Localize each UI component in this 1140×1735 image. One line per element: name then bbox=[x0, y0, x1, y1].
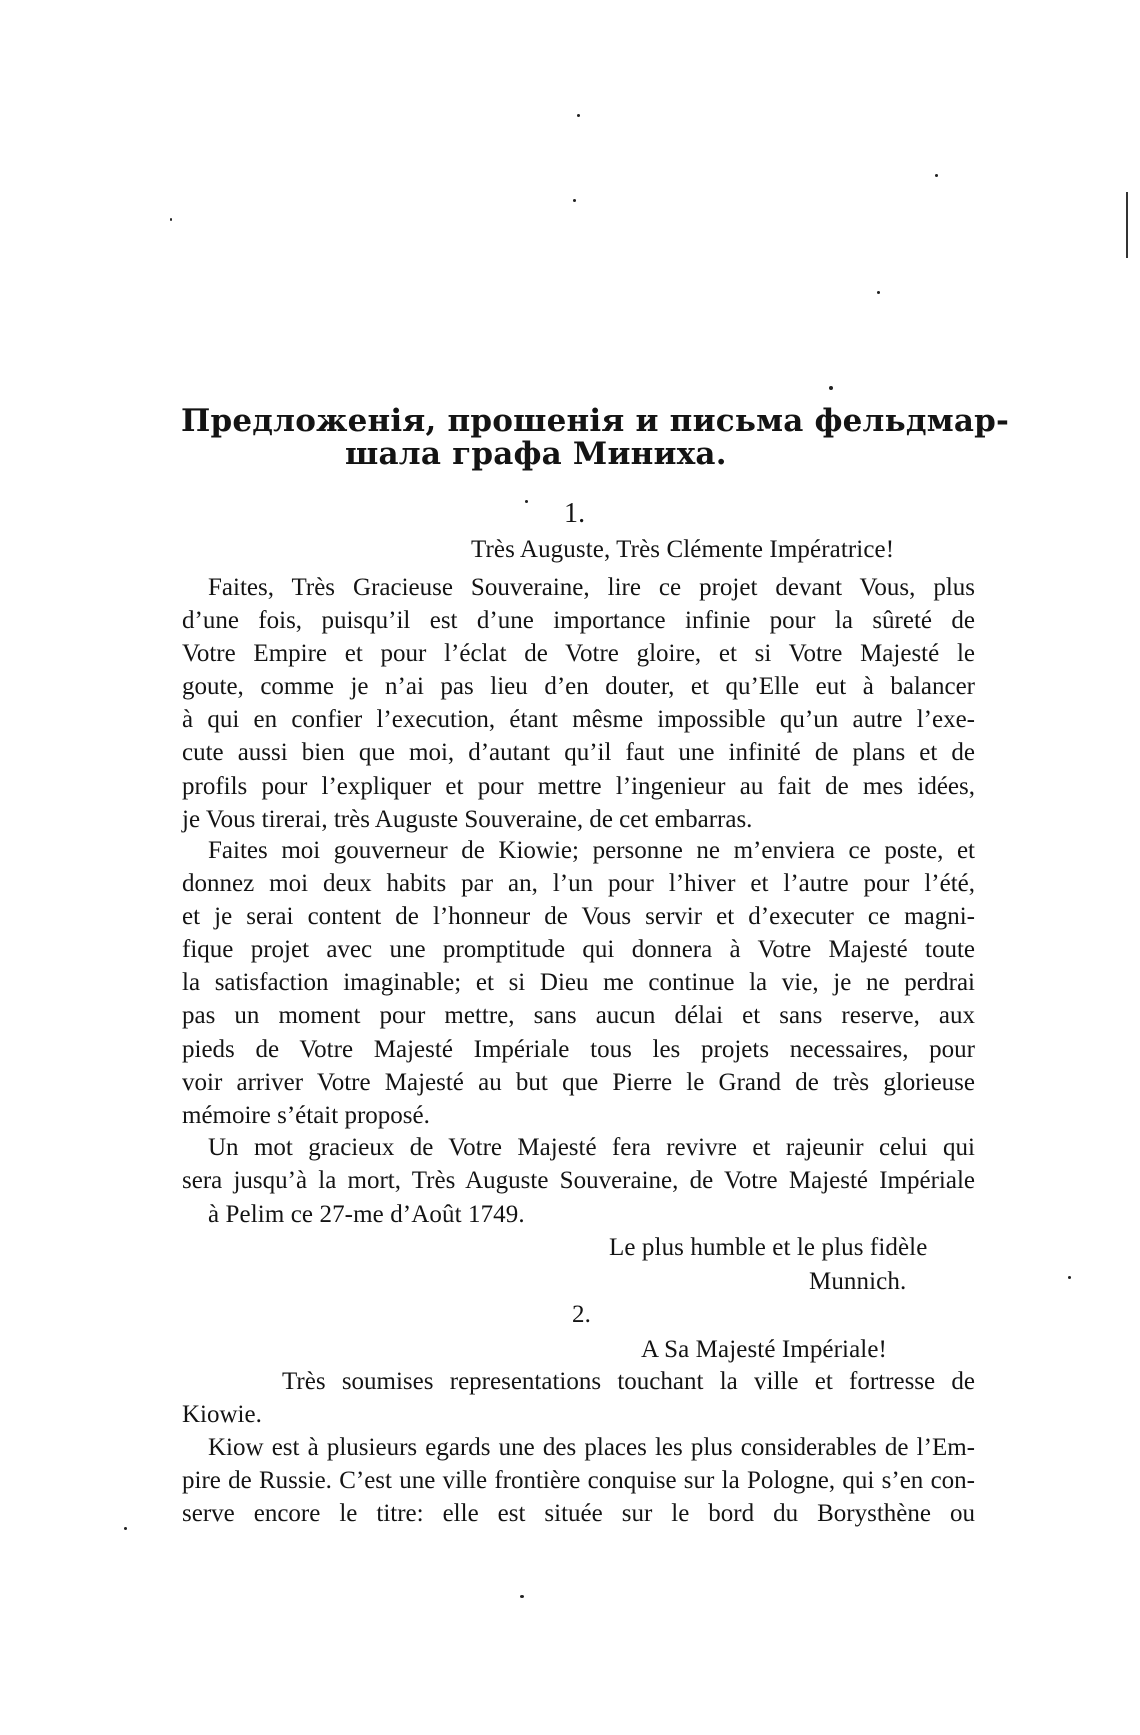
letter-2-paragraph-2 bbox=[182, 1431, 975, 1530]
text-line: cute aussi bien que moi, d’autant qu’il faut une infinité de plans et de bbox=[182, 739, 975, 767]
text-line: donnez moi deux habits par an, l’un pour l’hiver et l’autre pour l’été, bbox=[182, 870, 975, 898]
text-line: profils pour l’expliquer et pour mettre l’ingenieur au fait de mes idées, bbox=[182, 772, 975, 800]
text-line: Faites, Très Gracieuse Souveraine, lire ce projet devant Vous, plus bbox=[208, 574, 975, 601]
letter-1-dateline: à Pelim ce 27-me d’Août 1749. bbox=[208, 1201, 525, 1228]
text-line: d’une fois, puisqu’il est d’une importance infinie pour la sûreté de bbox=[182, 607, 975, 635]
text-line: la satisfaction imaginable; et si Dieu me continue la vie, je ne perdrai bbox=[182, 969, 975, 997]
letter-1-salutation: Très Auguste, Très Clémente Impératrice! bbox=[471, 536, 895, 563]
letter-2-salutation: A Sa Majesté Impériale! bbox=[641, 1336, 887, 1363]
text-line: Kiow est à plusieurs egards une des places les plus considerables de l’Em- bbox=[208, 1434, 975, 1461]
letter-1-closing: Le plus humble et le plus fidèle bbox=[609, 1234, 928, 1261]
letter-1-paragraph-3 bbox=[182, 1131, 975, 1197]
letter-1-paragraph-1 bbox=[182, 571, 975, 836]
page-title-line-1: Предложенія, прошенія и письма фельдмар- bbox=[181, 403, 1010, 439]
text-line: Faites moi gouverneur de Kiowie; personne ne m’enviera ce poste, et bbox=[208, 837, 975, 864]
text-line: mémoire s’était proposé. bbox=[182, 1101, 430, 1129]
text-line: Très soumises representations touchant la ville et fortresse de bbox=[282, 1368, 975, 1395]
page-title-line-2: шала графа Миниха. bbox=[345, 436, 727, 472]
letter-2-number: 2. bbox=[572, 1301, 591, 1328]
text-line: Un mot gracieux de Votre Majesté fera revivre et rajeunir celui qui bbox=[208, 1134, 975, 1161]
letter-1-signature: Munnich. bbox=[809, 1268, 907, 1295]
title-dot-mark bbox=[829, 386, 833, 390]
text-line: pas un moment pour mettre, sans aucun délai et sans reserve, aux bbox=[182, 1002, 975, 1030]
scan-edge-mark bbox=[1126, 192, 1128, 258]
text-line: et je serai content de l’honneur de Vous servir et d’executer ce magni- bbox=[182, 903, 975, 931]
letter-1-number: 1. bbox=[564, 498, 586, 529]
text-line: goute, comme je n’ai pas lieu d’en douter, et qu’Elle eut à balancer bbox=[182, 673, 975, 701]
text-line: serve encore le titre: elle est située sur le bord du Borysthène ou bbox=[182, 1500, 975, 1528]
letter-2-paragraph-1 bbox=[182, 1365, 975, 1431]
text-line: Kiowie. bbox=[182, 1401, 262, 1429]
text-line: voir arriver Votre Majesté au but que Pierre le Grand de très glorieuse bbox=[182, 1068, 975, 1096]
text-line: fique projet avec une promptitude qui donnera à Votre Majesté toute bbox=[182, 936, 975, 964]
text-line: à qui en confier l’execution, étant mêsme impossible qu’un autre l’exe- bbox=[182, 706, 975, 734]
text-line: sera jusqu’à la mort, Très Auguste Souveraine, de Votre Majesté Impériale bbox=[182, 1167, 975, 1195]
letter-1-paragraph-2 bbox=[182, 834, 975, 1132]
text-line: je Vous tirerai, très Auguste Souveraine, de cet embarras. bbox=[182, 805, 753, 833]
text-line: pire de Russie. C’est une ville frontière conquise sur la Pologne, qui s’en con- bbox=[182, 1467, 975, 1495]
text-line: pieds de Votre Majesté Impériale tous les projets necessaires, pour bbox=[182, 1035, 975, 1063]
text-line: Votre Empire et pour l’éclat de Votre gloire, et si Votre Majesté le bbox=[182, 640, 975, 668]
